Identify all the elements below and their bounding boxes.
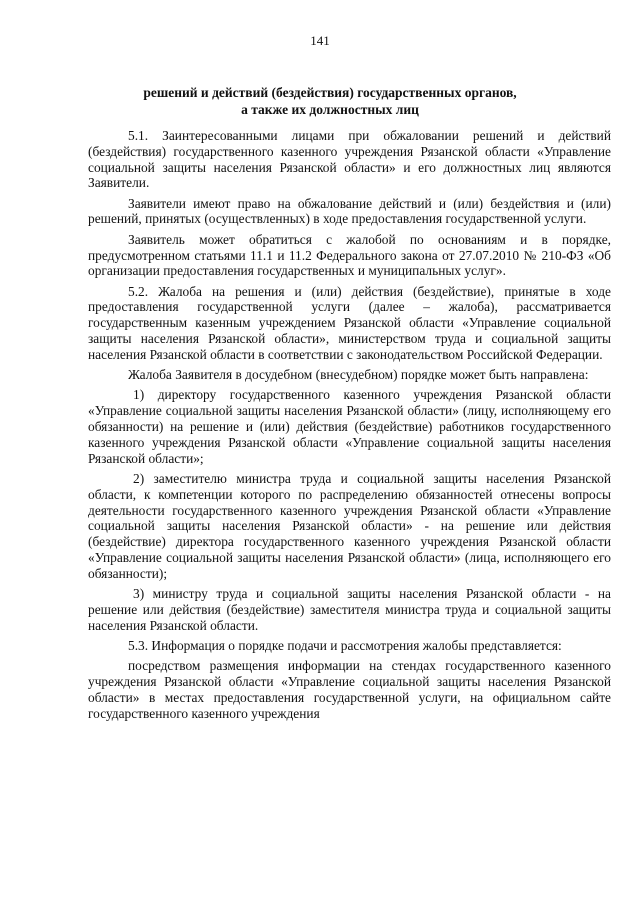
paragraph-applicant-rights: Заявители имеют право на обжалование действий и (или) бездействия и (или) решений, принятых (осуществленных) в ходе предоставления государственной услуги.: [88, 195, 611, 227]
section-title: [70, 84, 590, 118]
paragraph-complaint-directed: Жалоба Заявителя в досудебном (внесудебном) порядке может быть направлена:: [128, 367, 589, 383]
document-body: [88, 128, 611, 726]
paragraph-5-3: 5.3. Информация о порядке подачи и рассмотрения жалобы представляется:: [128, 637, 562, 653]
list-item-3: 3) министру труда и социальной защиты населения Рязанской области - на решение или действия (бездействие) заместителя министра труда и социальной защиты населения Рязанской области.: [88, 586, 611, 633]
section-title-line-1: решений и действий (бездействия) государственных органов,: [143, 85, 517, 100]
section-title-line-2: а также их должностных лиц: [241, 102, 419, 117]
paragraph-complaint-grounds: Заявитель может обратиться с жалобой по основаниям и в порядке, предусмотренном статьями 11.1 и 11.2 Федерального закона от 27.07.2010 № 210-ФЗ «Об организации предоставления государственных и муниципальных услуг».: [88, 231, 611, 279]
list-item-2: 2) заместителю министра труда и социальной защиты населения Рязанской области, к компетенции которого по распределению обязанностей отнесены вопросы деятельности государственного казенного учреждения Рязанской области «Управление социальной защиты населения Рязанской области» - на решение или действия (бездействие) директора государственного казенного учреждения Рязанской области «Управление социальной защиты населения Рязанской области» (лица, исполняющего его обязанности);: [88, 470, 611, 581]
page-number: 141: [310, 33, 330, 48]
paragraph-5-1: 5.1. Заинтересованными лицами при обжаловании решений и действий (бездействия) государственного казенного учреждения Рязанской области «Управление социальной защиты населения Рязанской области» и его должностных лиц являются Заявители.: [88, 128, 611, 191]
paragraph-info-placement: посредством размещения информации на стендах государственного казенного учреждения Рязанской области «Управление социальной защиты населения Рязанской области» в местах предоставления государственной услуги, на официальном сайте государственного казенного учреждения: [88, 658, 611, 721]
paragraph-5-2: 5.2. Жалоба на решения и (или) действия (бездействие), принятые в ходе предоставления государственной услуги (далее – жалоба), рассматривается государственным казенным учреждением Рязанской области «Управление социальной защиты населения Рязанской области», министерством труда и социальной защиты населения Рязанской области в соответствии с законодательством Российской Федерации.: [88, 283, 611, 362]
list-item-1: 1) директору государственного казенного учреждения Рязанской области «Управление социальной защиты населения Рязанской области» (лицу, исполняющему его обязанности) на решение и (или) действия (бездействие) работников государственного казенного учреждения Рязанской области «Управление социальной защиты населения Рязанской области»;: [88, 387, 611, 466]
